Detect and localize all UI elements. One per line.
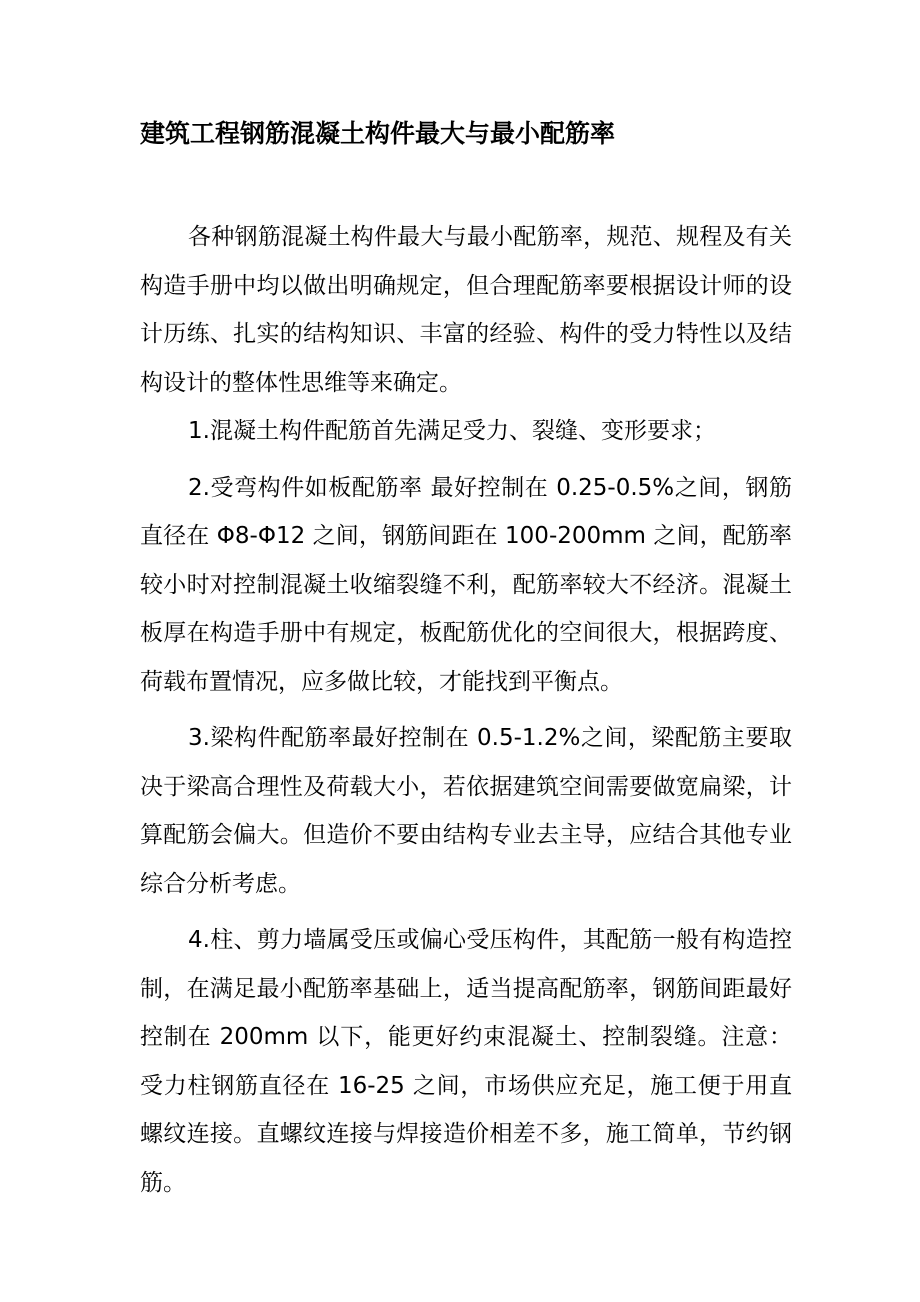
paragraph-item-2: 2.受弯构件如板配筋率 最好控制在 0.25-0.5%之间，钢筋直径在 Φ8-Φ12 之间，钢筋间距在 100-200mm 之间，配筋率较小时对控制混凝土收缩裂缝不利，配筋率较大不经济。混凝土板厚在构造手册中有规定，板配筋优化的空间很大，根据跨度、荷载布置情况，应多做比较，才能找到平衡点。 xyxy=(140,474,792,695)
document-title: 建筑工程钢筋混凝土构件最大与最小配筋率 xyxy=(140,119,616,148)
paragraph-item-1: 1.混凝土构件配筋首先满足受力、裂缝、变形要求； xyxy=(188,418,716,444)
paragraph-item-4: 4.柱、剪力墙属受压或偏心受压构件，其配筋一般有构造控制，在满足最小配筋率基础上，适当提高配筋率，钢筋间距最好控制在 200mm 以下，能更好约束混凝土、控制裂缝。注意：受力柱钢筋直径在 16-25 之间，市场供应充足，施工便于用直螺纹连接。直螺纹连接与焊接造价相差不多，施工简单，节约钢筋。 xyxy=(140,927,792,1196)
paragraph-intro: 各种钢筋混凝土构件最大与最小配筋率，规范、规程及有关构造手册中均以做出明确规定，但合理配筋率要根据设计师的设计历练、扎实的结构知识、丰富的经验、构件的受力特性以及结构设计的整体性思维等来确定。 xyxy=(140,224,792,396)
paragraph-item-3: 3.梁构件配筋率最好控制在 0.5-1.2%之间，梁配筋主要取决于梁高合理性及荷载大小，若依据建筑空间需要做宽扁梁，计算配筋会偏大。但造价不要由结构专业去主导，应结合其他专业综合分析考虑。 xyxy=(140,725,792,897)
document-body xyxy=(140,213,792,1215)
